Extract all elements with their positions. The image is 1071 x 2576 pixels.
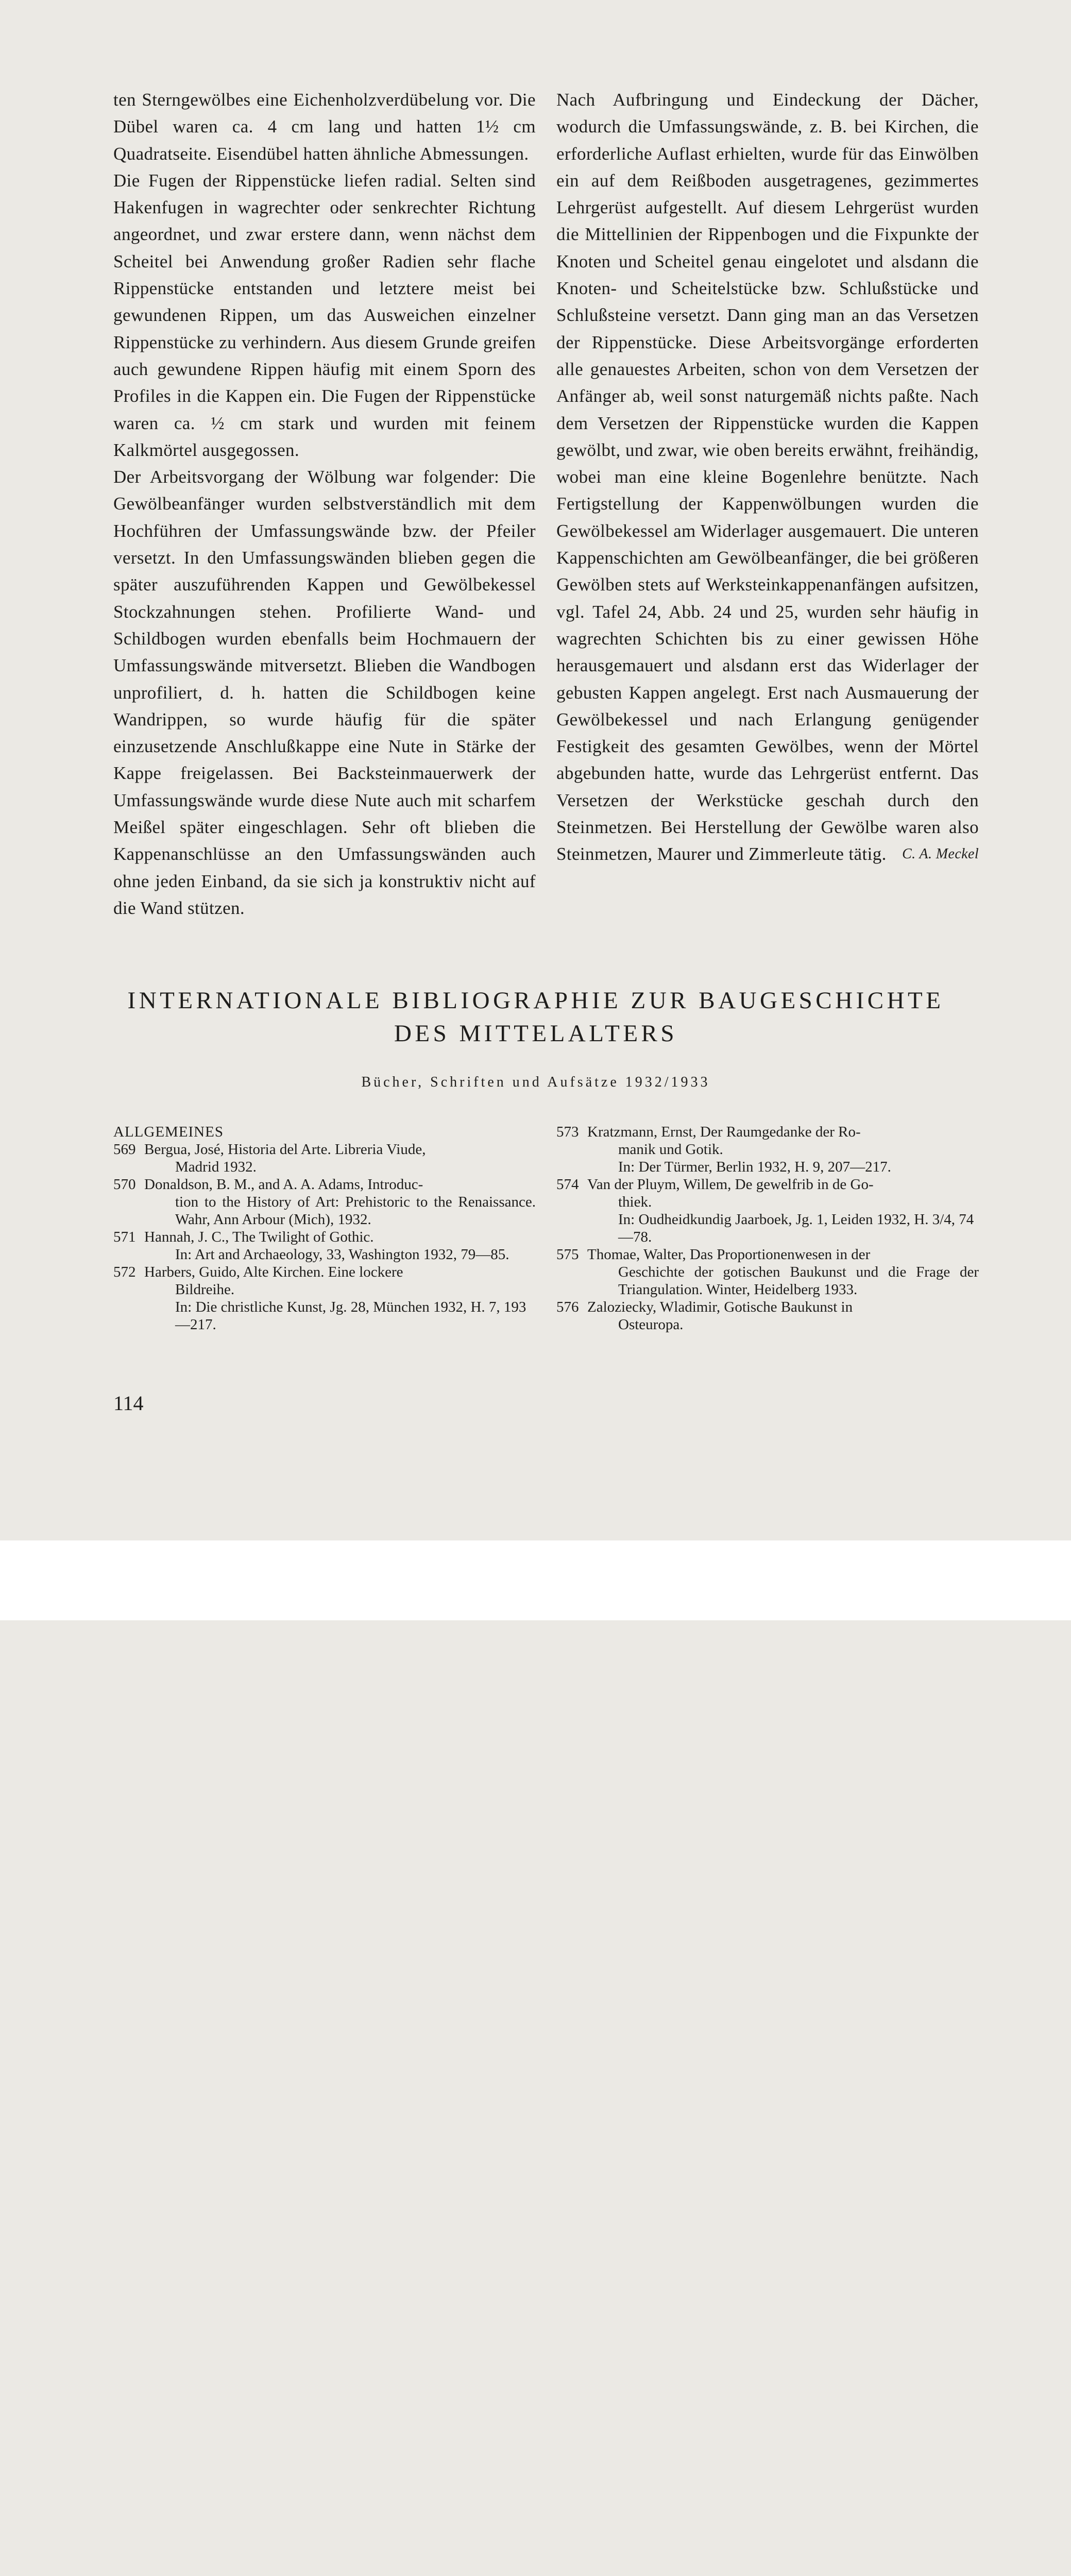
paragraph-text: Nach Aufbringung und Eindeckung der Dächer, wodurch die Umfassungswände, z. B. bei Kirchen, die erforderliche Auflast erhielten, wurde für das Einwölben ein auf dem Reißboden ausgetragenes, gezimmertes Lehrgerüst aufgestellt. Auf diesem Lehrgerüst wurden die Mittellinien der Rippenbogen und die Fixpunkte der Knoten und Scheitel genau eingelotet und alsdann die Knoten- und Scheitelstücke bzw. Schlußstücke und Schlußsteine versetzt. Dann ging man an das Versetzen der Rippenstücke. Diese Arbeitsvorgänge erforderten alle genauestes Arbeiten, schon von dem Versetzen der Anfänger ab, weil sonst naturgemäß nichts paßte. Nach dem Versetzen der Rippenstücke wurden die Kappen gewölbt, und zwar, wie oben bereits erwähnt, freihändig, wobei man eine kleine Bogenlehre benützte. Nach Fertigstellung der Kappenwölbungen wurden die Gewölbekessel am Widerlager ausgemauert. Die unteren Kappenschichten am Gewölbeanfänger, die bei größeren Gewölben stets auf Werksteinkappenanfängen aufsitzen, vgl. Tafel 24, Abb. 24 und 25, wurden sehr häufig in wagrechten Schichten bis zu einer gewissen Höhe herausgemauert und alsdann erst das Widerlager der gebusten Kappen angelegt. Erst nach Ausmauerung der Gewölbekessel und nach Erlangung genügender Festigkeit des gesamten Gewölbes, wenn der Mörtel abgebunden hatte, wurde das Lehrgerüst entfernt. Das Versetzen der Werkstücke geschah durch den Steinmetzen. Bei Herstellung der Gewölbe waren also Steinmetzen, Maurer und Zimmerleute tätig.: [556, 90, 979, 865]
entry-source: In: Die christliche Kunst, Jg. 28, München 1932, H. 7, 193—217.: [175, 1299, 526, 1333]
section-heading: ALLGEMEINES: [113, 1124, 224, 1140]
title-line-1: INTERNATIONALE BIBLIOGRAPHIE ZUR BAUGESCHICHTE: [127, 987, 944, 1014]
entry-text: Thomae, Walter, Das Proportionenwesen in der: [587, 1246, 871, 1263]
entry-number: 573: [556, 1124, 579, 1140]
entry-source: In: Oudheidkundig Jaarboek, Jg. 1, Leiden 1932, H. 3/4, 74—78.: [618, 1211, 974, 1245]
bib-entry: [113, 1263, 536, 1333]
author-signature: C. A. Meckel: [902, 846, 979, 862]
bib-entry: [556, 1298, 979, 1333]
entry-continuation: Madrid 1932.: [175, 1159, 257, 1175]
paragraph: Die Fugen der Rippenstücke liefen radial. Selten sind Hakenfugen in wagrechter oder senkrechter Richtung angeordnet, und zwar erstere dann, wenn nächst dem Scheitel bei Anwendung großer Radien sehr flache Rippenstücke entstanden und letztere meist bei gewundenen Rippen, um das Ausweichen einzelner Rippenstücke zu verhindern. Aus diesem Grunde greifen auch gewundene Rippen häufig mit einem Sporn des Profiles in die Kappen ein. Die Fugen der Rippenstücke waren ca. ½ cm stark und wurden mit feinem Kalkmörtel ausgegossen.: [113, 170, 536, 460]
bib-entry: [556, 1123, 979, 1176]
bib-entry: [556, 1176, 979, 1246]
entry-text: Kratzmann, Ernst, Der Raumgedanke der Ro-: [587, 1124, 861, 1140]
bibliography-subtitle: Bücher, Schriften und Aufsätze 1932/1933: [361, 1074, 710, 1090]
entry-text: Hannah, J. C., The Twilight of Gothic.: [144, 1229, 374, 1245]
entry-text: Zaloziecky, Wladimir, Gotische Baukunst in: [587, 1299, 853, 1315]
entry-number: 576: [556, 1299, 579, 1315]
bib-entry: [113, 1176, 536, 1228]
bibliography-column-right: [556, 1123, 979, 1333]
entry-number: 574: [556, 1176, 579, 1193]
entry-continuation: manik und Gotik.: [618, 1141, 723, 1158]
entry-continuation: Bildreihe.: [175, 1281, 235, 1298]
entry-continuation: Geschichte der gotischen Baukunst und die Frage der Triangulation. Winter, Heidelberg 1933.: [618, 1264, 979, 1298]
paragraph: Der Arbeitsvorgang der Wölbung war folgender: Die Gewölbeanfänger wurden selbstverständlich mit dem Hochführen der Umfassungswände bzw. der Pfeiler versetzt. In den Umfassungswänden blieben gegen die später auszuführenden Kappen und Gewölbekessel Stockzahnungen stehen. Profilierte Wand- und Schildbogen wurden ebenfalls beim Hochmauern der Umfassungswände mitversetzt. Blieben die Wandbogen unprofiliert, d. h. hatten die Schildbogen keine Wandrippen, so wurde häufig für die später einzusetzende Anschlußkappe eine Nute in Stärke der Kappe freigelassen. Bei Backsteinmauerwerk der Umfassungswände wurde diese Nute auch mit scharfem Meißel später eingeschlagen. Sehr oft blieben die Kappenanschlüsse an den Umfassungswänden auch ohne jeden Einband, da sie sich ja konstruktiv nicht auf die Wand stützen.: [113, 467, 536, 918]
entry-number: 575: [556, 1246, 579, 1263]
bibliography-title: [77, 984, 994, 1050]
paragraph: [556, 87, 979, 868]
entry-source: In: Art and Archaeology, 33, Washington 1932, 79—85.: [175, 1246, 509, 1263]
page-number: 114: [113, 1392, 144, 1415]
entry-number: 572: [113, 1264, 136, 1280]
bib-entry: [113, 1141, 536, 1176]
article-column-right: [556, 87, 979, 868]
bib-entry: [556, 1246, 979, 1298]
entry-text: Van der Pluym, Willem, De gewelfrib in de Go-: [587, 1176, 874, 1193]
entry-text: Harbers, Guido, Alte Kirchen. Eine lockere: [144, 1264, 403, 1280]
bib-entry: [113, 1228, 536, 1263]
entry-continuation: tion to the History of Art: Prehistoric to the Renaissance. Wahr, Ann Arbour (Mich), 1932.: [175, 1194, 536, 1228]
entry-text: Bergua, José, Historia del Arte. Libreria Viude,: [144, 1141, 426, 1158]
article-column-left: [113, 87, 536, 922]
entry-number: 571: [113, 1229, 136, 1245]
paragraph: ten Sterngewölbes eine Eichenholzverdübelung vor. Die Dübel waren ca. 4 cm lang und hatten 1½ cm Quadratseite. Eisendübel hatten ähnliche Abmessungen.: [113, 90, 536, 164]
entry-continuation: Osteuropa.: [618, 1316, 684, 1333]
entry-number: 569: [113, 1141, 136, 1158]
title-line-2: DES MITTELALTERS: [394, 1020, 678, 1047]
entry-continuation: thiek.: [618, 1194, 652, 1210]
entry-source: In: Der Türmer, Berlin 1932, H. 9, 207—217.: [618, 1159, 891, 1175]
entry-text: Donaldson, B. M., and A. A. Adams, Introduc-: [144, 1176, 423, 1193]
footer-bar: [0, 1540, 1071, 1620]
entry-number: 570: [113, 1176, 136, 1193]
bibliography-column-left: [113, 1123, 536, 1333]
